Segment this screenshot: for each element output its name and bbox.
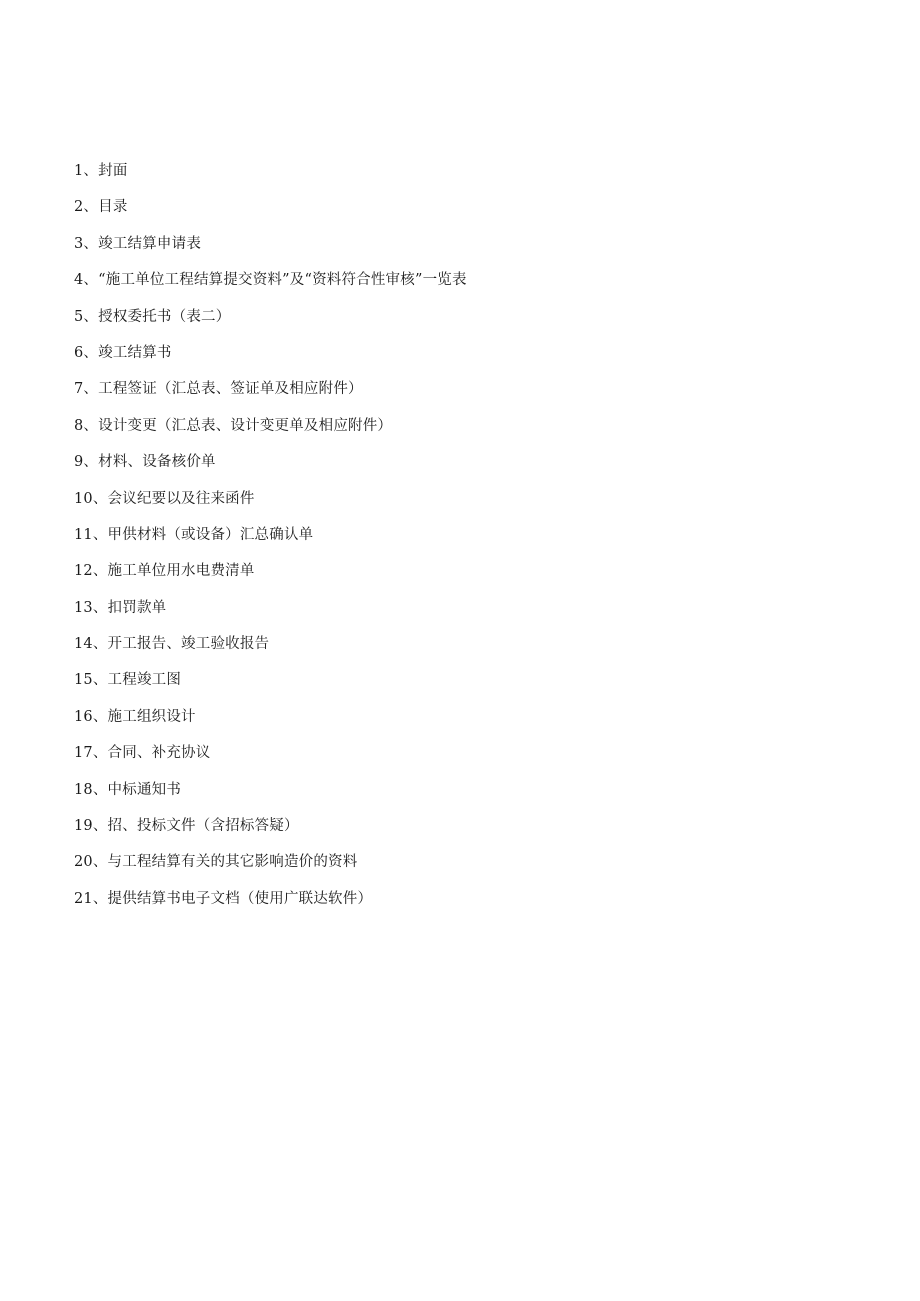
list-item: 9、材料、设备核价单	[74, 454, 216, 471]
list-item: 12、施工单位用水电费清单	[74, 563, 255, 580]
list-item: 11、甲供材料（或设备）汇总确认单	[74, 526, 314, 543]
list-item: 5、授权委托书（表二）	[74, 308, 231, 325]
list-item: 21、提供结算书电子文档（使用广联达软件）	[74, 890, 373, 907]
list-item: 8、设计变更（汇总表、设计变更单及相应附件）	[74, 417, 393, 434]
list-item: 7、工程签证（汇总表、签证单及相应附件）	[74, 381, 363, 398]
checklist	[74, 160, 467, 924]
list-item: 20、与工程结算有关的其它影响造价的资料	[74, 854, 358, 871]
list-item: 14、开工报告、竣工验收报告	[74, 636, 270, 653]
list-item: 1、封面	[74, 163, 128, 179]
list-item: 17、合同、补充协议	[74, 745, 211, 762]
list-item: 19、招、投标文件（含招标答疑）	[74, 818, 299, 835]
list-item: 15、工程竣工图	[74, 672, 182, 689]
list-item: 4、“施工单位工程结算提交资料”及“资料符合性审核”一览表	[74, 272, 467, 289]
list-item: 18、中标通知书	[74, 781, 182, 798]
list-item: 3、竣工结算申请表	[74, 235, 202, 252]
list-item: 2、目录	[74, 199, 128, 216]
list-item: 10、会议纪要以及往来函件	[74, 490, 255, 507]
list-item: 6、竣工结算书	[74, 344, 172, 361]
list-item: 13、扣罚款单	[74, 599, 167, 616]
list-item: 16、施工组织设计	[74, 708, 196, 725]
